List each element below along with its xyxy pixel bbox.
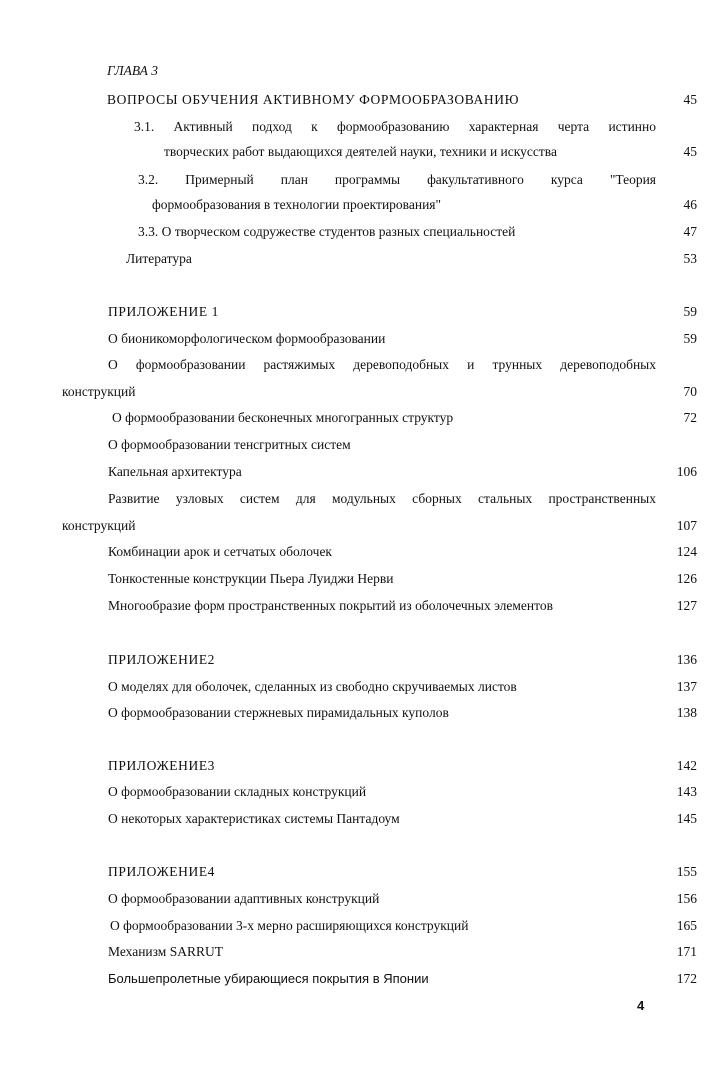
toc-entry-page: 126: [676, 571, 697, 586]
appendix3-title: ПРИЛОЖЕНИЕ3: [108, 758, 216, 773]
toc-entry-page: 171: [676, 944, 697, 959]
toc-entry: О бионикоморфологическом формообразовании: [108, 331, 386, 346]
toc-entry-3-2-page: 46: [683, 197, 697, 212]
appendix1-page: 59: [683, 304, 697, 319]
appendix1-title: ПРИЛОЖЕНИЕ 1: [108, 304, 219, 319]
toc-entry-page: 145: [676, 811, 697, 826]
toc-entry: О формообразовании складных конструкций: [108, 784, 367, 799]
toc-entry-page: 138: [676, 705, 697, 720]
toc-entry-line2: конструкций: [62, 384, 136, 399]
toc-entry: О формообразовании стержневых пирамидальных куполов: [108, 705, 449, 720]
toc-entry: О моделях для оболочек, сделанных из свободно скручиваемых листов: [108, 679, 517, 694]
toc-entry: Механизм SARRUT: [108, 944, 223, 959]
toc-entry-3-3: 3.3. О творческом содружестве студентов разных специальностей: [138, 224, 516, 239]
toc-entry-3-1-line2: творческих работ выдающихся деятелей науки, техники и искусства: [164, 144, 557, 159]
toc-entry-page: 124: [676, 544, 697, 559]
toc-entry: О формообразовании адаптивных конструкций: [108, 891, 380, 906]
toc-entry-page: 137: [676, 679, 697, 694]
chapter-title: ВОПРОСЫ ОБУЧЕНИЯ АКТИВНОМУ ФОРМООБРАЗОВАНИЮ: [107, 92, 520, 107]
chapter-label: ГЛАВА 3: [107, 63, 158, 78]
toc-entry: О некоторых характеристиках системы Пантадоум: [108, 811, 400, 826]
toc-entry-page: 127: [676, 598, 697, 613]
toc-entry-page: 107: [676, 518, 697, 533]
toc-entry-page: 165: [676, 918, 697, 933]
toc-entry-page: 59: [683, 331, 697, 346]
toc-entry-3-3-page: 47: [683, 224, 697, 239]
appendix2-page: 136: [676, 652, 697, 667]
toc-entry-3-2-line2: формообразования в технологии проектирования": [152, 197, 442, 212]
toc-entry-page: 172: [676, 971, 697, 986]
toc-entry-line1: О формообразовании растяжимых деревоподобных и трунных деревоподобных: [108, 357, 656, 372]
toc-entry-3-2-line1: 3.2. Примерный план программы факультативного курса "Теория: [138, 172, 656, 187]
toc-entry-page: 156: [676, 891, 697, 906]
toc-entry-page: 70: [683, 384, 697, 399]
appendix4-page: 155: [676, 864, 697, 879]
appendix4-title: ПРИЛОЖЕНИЕ4: [108, 864, 216, 879]
page-number: 4: [637, 998, 645, 1013]
toc-entry-page: 72: [683, 410, 697, 425]
toc-entry-literature-page: 53: [683, 251, 697, 266]
toc-entry: Капельная архитектура: [108, 464, 242, 479]
toc-entry: Многообразие форм пространственных покрытий из оболочечных элементов: [108, 598, 553, 613]
toc-entry: О формообразовании тенсгритных систем: [108, 437, 351, 452]
toc-entry: Тонкостенные конструкции Пьера Луиджи Нерви: [108, 571, 394, 586]
toc-entry-3-1-page: 45: [683, 144, 697, 159]
toc-entry: Комбинации арок и сетчатых оболочек: [108, 544, 332, 559]
toc-entry-page: 106: [676, 464, 697, 479]
toc-entry: О формообразовании бесконечных многогранных структур: [112, 410, 454, 425]
toc-entry-page: 143: [676, 784, 697, 799]
toc-entry-3-1-line1: 3.1. Активный подход к формообразованию характерная черта истинно: [134, 119, 656, 134]
toc-entry-line1: Развитие узловых систем для модульных сборных стальных пространственных: [108, 491, 656, 506]
toc-entry: О формообразовании 3-х мерно расширяющихся конструкций: [110, 918, 469, 933]
appendix2-title: ПРИЛОЖЕНИЕ2: [108, 652, 216, 667]
chapter-title-page: 45: [683, 92, 697, 107]
appendix3-page: 142: [676, 758, 697, 773]
toc-entry-line2: конструкций: [62, 518, 136, 533]
toc-entry-literature: Литература: [126, 251, 192, 266]
toc-entry: Большепролетные убирающиеся покрытия в Японии: [108, 971, 429, 986]
